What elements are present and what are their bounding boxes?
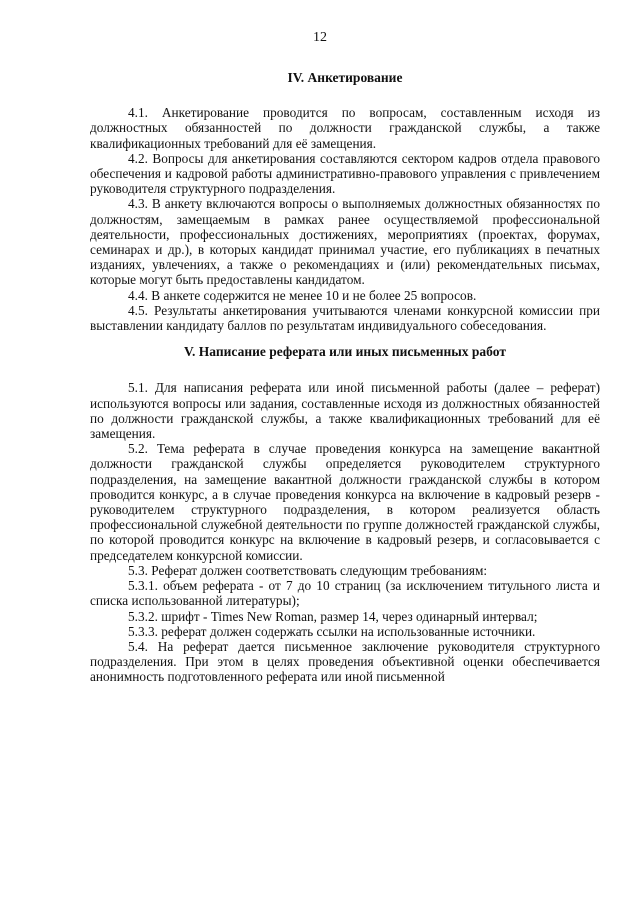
paragraph-5-3-1: 5.3.1. объем реферата - от 7 до 10 страниц (за исключением титульного листа и списка использованной литературы); bbox=[90, 578, 600, 609]
paragraph-5-3: 5.3. Реферат должен соответствовать следующим требованиям: bbox=[128, 562, 488, 578]
paragraph-4-2: 4.2. Вопросы для анкетирования составляются сектором кадров отдела правового обеспечения и кадровой работы административно-правового управления с привлечением руководителя структурного подразделения. bbox=[90, 150, 600, 197]
paragraph-5-3-3: 5.3.3. реферат должен содержать ссылки на использованные источники. bbox=[128, 623, 536, 639]
page-number: 12 bbox=[313, 30, 327, 45]
paragraph-4-5: 4.5. Результаты анкетирования учитываются членами конкурсной комиссии при выставлении кандидату баллов по результатам индивидуального собеседования. bbox=[90, 302, 600, 334]
section-heading-v: V. Написание реферата или иных письменных работ bbox=[184, 344, 506, 360]
paragraph-4-4: 4.4. В анкете содержится не менее 10 и не более 25 вопросов. bbox=[128, 287, 477, 303]
document-body bbox=[90, 70, 600, 685]
paragraph-5-3-2: 5.3.2. шрифт - Times New Roman, размер 14, через одинарный интервал; bbox=[128, 608, 538, 624]
paragraph-4-1: 4.1. Анкетирование проводится по вопросам, составленным исходя из должностных обязанностей по должности гражданской службы, а также квалификационных требований для её замещения. bbox=[90, 105, 600, 151]
paragraph-5-2: 5.2. Тема реферата в случае проведения конкурса на замещение вакантной должности гражданской службы определяется руководителем структурного подразделения, на замещение вакантной должности гражданской службы в котором проводится конкурс, а в случае проведения конкурса на включение в кадровый резерв - руководителем структурного подразделения, в котором реализуется область профессиональной служебной деятельности по группе должностей гражданской службы, по которой проводится конкурс на включение в кадровый резерв, и согласовывается с председателем конкурсной комиссии. bbox=[90, 441, 600, 563]
paragraph-5-1: 5.1. Для написания реферата или иной письменной работы (далее – реферат) используются вопросы или задания, составленные исходя из должностных обязанностей по должности гражданской службы, а также квалификационных требований для её замещения. bbox=[90, 380, 600, 442]
section-heading-iv: IV. Анкетирование bbox=[287, 70, 403, 85]
paragraph-4-3: 4.3. В анкету включаются вопросы о выполняемых должностных обязанностях по должностям, замещаемым в рамках ранее осуществляемой профессиональной деятельности, профессиональных достижениях, мероприятиях (проектах, форумах, семинарах и др.), в которых кандидат принимал участие, его публикациях в печатных изданиях, увлечениях, а также о рекомендациях и (или) рекомендательных письмах, которые могут быть предоставлены кандидатом. bbox=[90, 196, 600, 288]
paragraph-5-4: 5.4. На реферат дается письменное заключение руководителя структурного подразделения. При этом в целях проведения объективной оценки обеспечивается анонимность подготовленного реферата или иной письменной bbox=[90, 638, 600, 685]
